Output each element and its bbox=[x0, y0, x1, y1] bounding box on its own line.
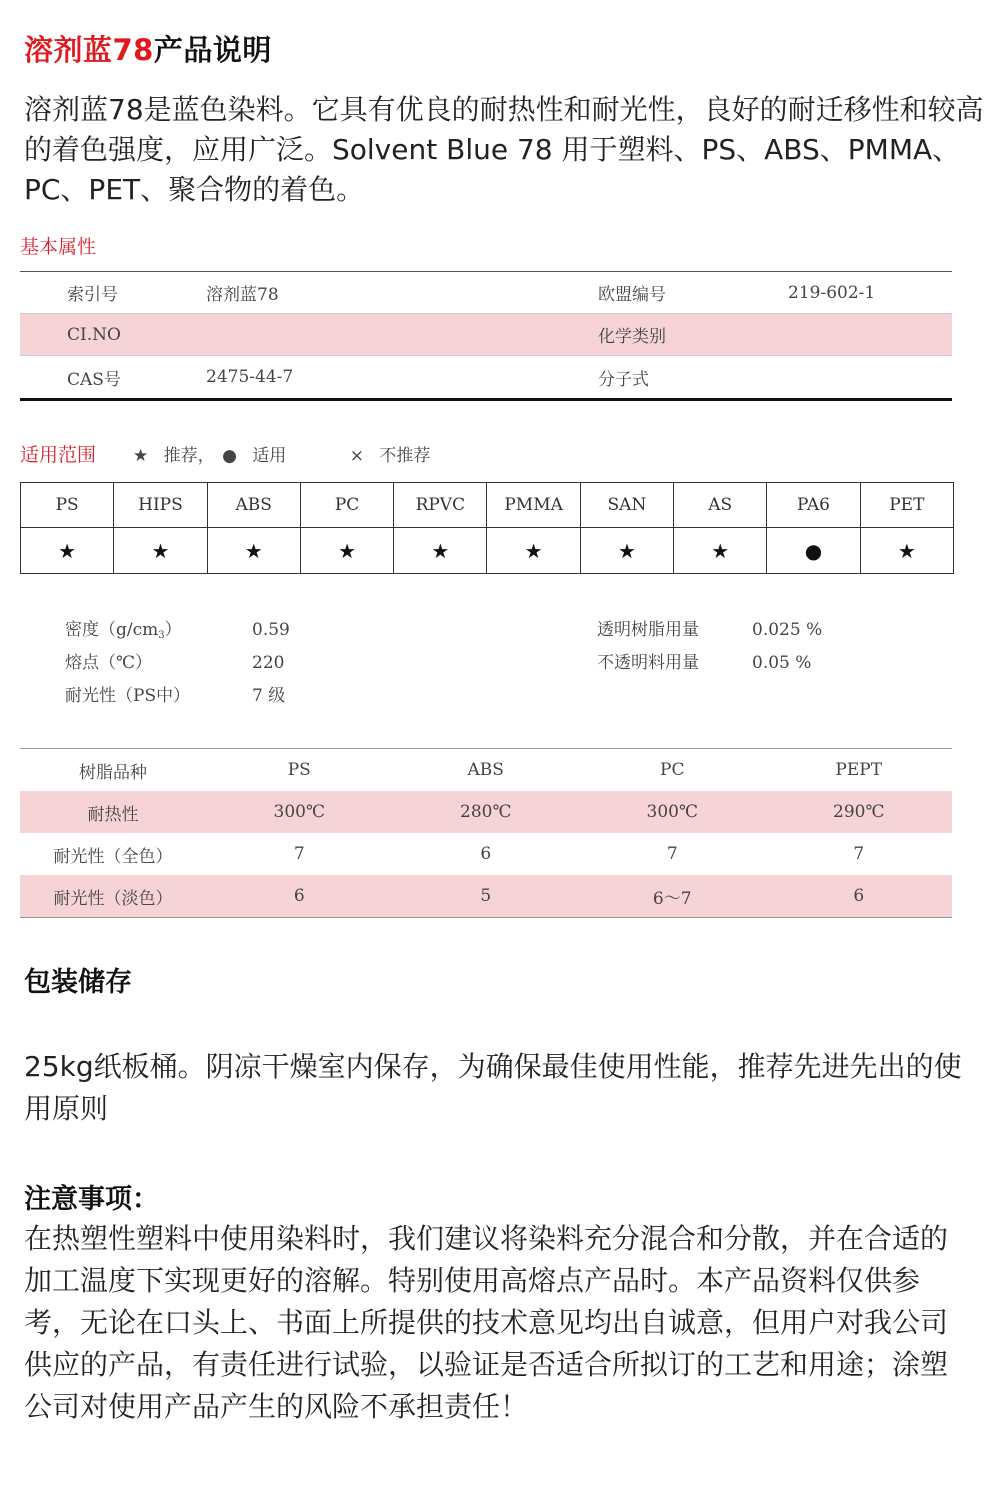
resin-value: 280℃ bbox=[460, 802, 512, 822]
scope-resin: PS bbox=[21, 483, 114, 528]
lightfastness-value: 7 级 bbox=[252, 686, 286, 706]
notes-text: 在热塑性塑料中使用染料时，我们建议将染料充分混合和分散，并在合适的加工温度下实现更好的溶解。特别使用高熔点产品时。本产品资料仅供参考，无论在口头上、书面上所提供的技术意见均出自诚意，但用户对我公司供应的产品，有责任进行试验，以验证是否适合所拟订的工艺和用途；涂塑公司对使用产品产生的风险不承担责任！ bbox=[24, 1222, 949, 1423]
legend-not-recommended: 不推荐 bbox=[379, 446, 431, 466]
density-value: 0.59 bbox=[252, 620, 290, 640]
scope-label: 适用范围 bbox=[20, 444, 97, 466]
basic-row bbox=[20, 272, 952, 314]
basic-row bbox=[20, 356, 952, 398]
basic-key: 索引号 bbox=[67, 285, 118, 305]
star-icon: ★ bbox=[133, 446, 149, 466]
basic-key: CAS号 bbox=[67, 369, 121, 390]
resin-header-cell: PEPT bbox=[835, 760, 883, 780]
basic-key: CI.NO bbox=[67, 324, 121, 345]
star-icon: ★ bbox=[300, 528, 393, 574]
scope-resin: PMMA bbox=[487, 483, 580, 528]
resin-header-cell: PS bbox=[287, 760, 311, 780]
props-labels-right bbox=[597, 614, 699, 680]
star-icon: ★ bbox=[580, 528, 673, 574]
resin-row bbox=[20, 875, 952, 917]
star-icon: ★ bbox=[21, 528, 114, 574]
dot-icon: ● bbox=[767, 528, 860, 574]
basic-properties-table bbox=[20, 271, 952, 401]
resin-property: 耐光性（全色） bbox=[53, 846, 173, 867]
basic-row bbox=[20, 314, 952, 356]
scope-resin: HIPS bbox=[114, 483, 207, 528]
resin-value: 290℃ bbox=[833, 802, 885, 822]
props-labels-left bbox=[65, 614, 190, 713]
star-icon: ★ bbox=[860, 528, 953, 574]
resin-row bbox=[20, 791, 952, 833]
notes-heading: 注意事项： bbox=[24, 1184, 159, 1215]
basic-properties-label: 基本属性 bbox=[20, 236, 97, 258]
resin-value: 6 bbox=[293, 886, 305, 906]
scope-resin: RPVC bbox=[394, 483, 487, 528]
scope-resin: SAN bbox=[580, 483, 673, 528]
resin-value: 300℃ bbox=[646, 802, 698, 822]
resin-value: 6～7 bbox=[652, 888, 692, 909]
scope-header-row bbox=[21, 483, 954, 528]
transparent-dosage-value: 0.025 % bbox=[752, 620, 823, 640]
basic-value: 219-602-1 bbox=[788, 282, 876, 303]
resin-header-cell: 树脂品种 bbox=[79, 762, 147, 783]
lightfastness-label: 耐光性（PS中） bbox=[65, 686, 191, 706]
intro-paragraph: 溶剂蓝78是蓝色染料。它具有优良的耐热性和耐光性，良好的耐迁移性和较高的着色强度，应用广泛。Solvent Blue 78 用于塑料、PS、ABS、PMMA、PC、PET、聚合物的着色。 bbox=[24, 93, 984, 206]
resin-value: 6 bbox=[480, 844, 492, 864]
basic-key: 化学类别 bbox=[598, 327, 666, 347]
cross-icon: × bbox=[349, 446, 364, 466]
basic-value: 2475-44-7 bbox=[206, 367, 294, 387]
basic-key: 欧盟编号 bbox=[598, 285, 666, 305]
legend-suitable: 适用 bbox=[252, 446, 287, 466]
resin-value: 7 bbox=[293, 844, 305, 864]
melting-point-label: 熔点（℃） bbox=[65, 653, 153, 673]
title-product-name: 溶剂蓝78 bbox=[24, 33, 154, 67]
packaging-text: 25kg纸板桶。阴凉干燥室内保存，为确保最佳使用性能，推荐先进先出的使用原则 bbox=[24, 1050, 962, 1125]
resin-table bbox=[20, 748, 952, 918]
scope-resin: ABS bbox=[207, 483, 300, 528]
scope-mark-row bbox=[21, 528, 954, 574]
resin-value: 7 bbox=[853, 844, 865, 864]
resin-value: 5 bbox=[480, 886, 492, 906]
dot-icon: ● bbox=[222, 446, 237, 466]
star-icon: ★ bbox=[114, 528, 207, 574]
title-suffix: 产品说明 bbox=[153, 33, 272, 67]
star-icon: ★ bbox=[674, 528, 767, 574]
resin-header-cell: ABS bbox=[467, 760, 504, 780]
density-label: 密度（g/cm3） bbox=[65, 620, 182, 641]
opaque-dosage-value: 0.05 % bbox=[752, 653, 812, 673]
opaque-dosage-label: 不透明料用量 bbox=[597, 653, 699, 673]
scope-resin: AS bbox=[674, 483, 767, 528]
star-icon: ★ bbox=[394, 528, 487, 574]
resin-header-cell: PC bbox=[660, 760, 685, 780]
resin-property: 耐热性 bbox=[87, 804, 139, 825]
basic-key: 分子式 bbox=[598, 369, 649, 390]
props-values-left bbox=[252, 614, 290, 713]
melting-point-value: 220 bbox=[252, 653, 285, 673]
props-values-right bbox=[752, 614, 822, 680]
resin-value: 7 bbox=[666, 844, 678, 864]
scope-resin: PC bbox=[300, 483, 393, 528]
resin-value: 300℃ bbox=[273, 802, 325, 822]
page-title bbox=[24, 28, 272, 69]
star-icon: ★ bbox=[487, 528, 580, 574]
scope-resin: PET bbox=[860, 483, 953, 528]
resin-value: 6 bbox=[853, 886, 865, 906]
legend-recommended: 推荐， bbox=[163, 446, 215, 466]
packaging-heading: 包装储存 bbox=[24, 967, 132, 998]
resin-row bbox=[20, 833, 952, 875]
transparent-dosage-label: 透明树脂用量 bbox=[597, 620, 699, 640]
star-icon: ★ bbox=[207, 528, 300, 574]
basic-value: 溶剂蓝78 bbox=[206, 285, 279, 305]
scope-legend bbox=[133, 441, 430, 466]
resin-header-row bbox=[20, 749, 952, 791]
scope-resin: PA6 bbox=[767, 483, 860, 528]
resin-property: 耐光性（淡色） bbox=[53, 888, 173, 909]
scope-table bbox=[20, 482, 954, 574]
